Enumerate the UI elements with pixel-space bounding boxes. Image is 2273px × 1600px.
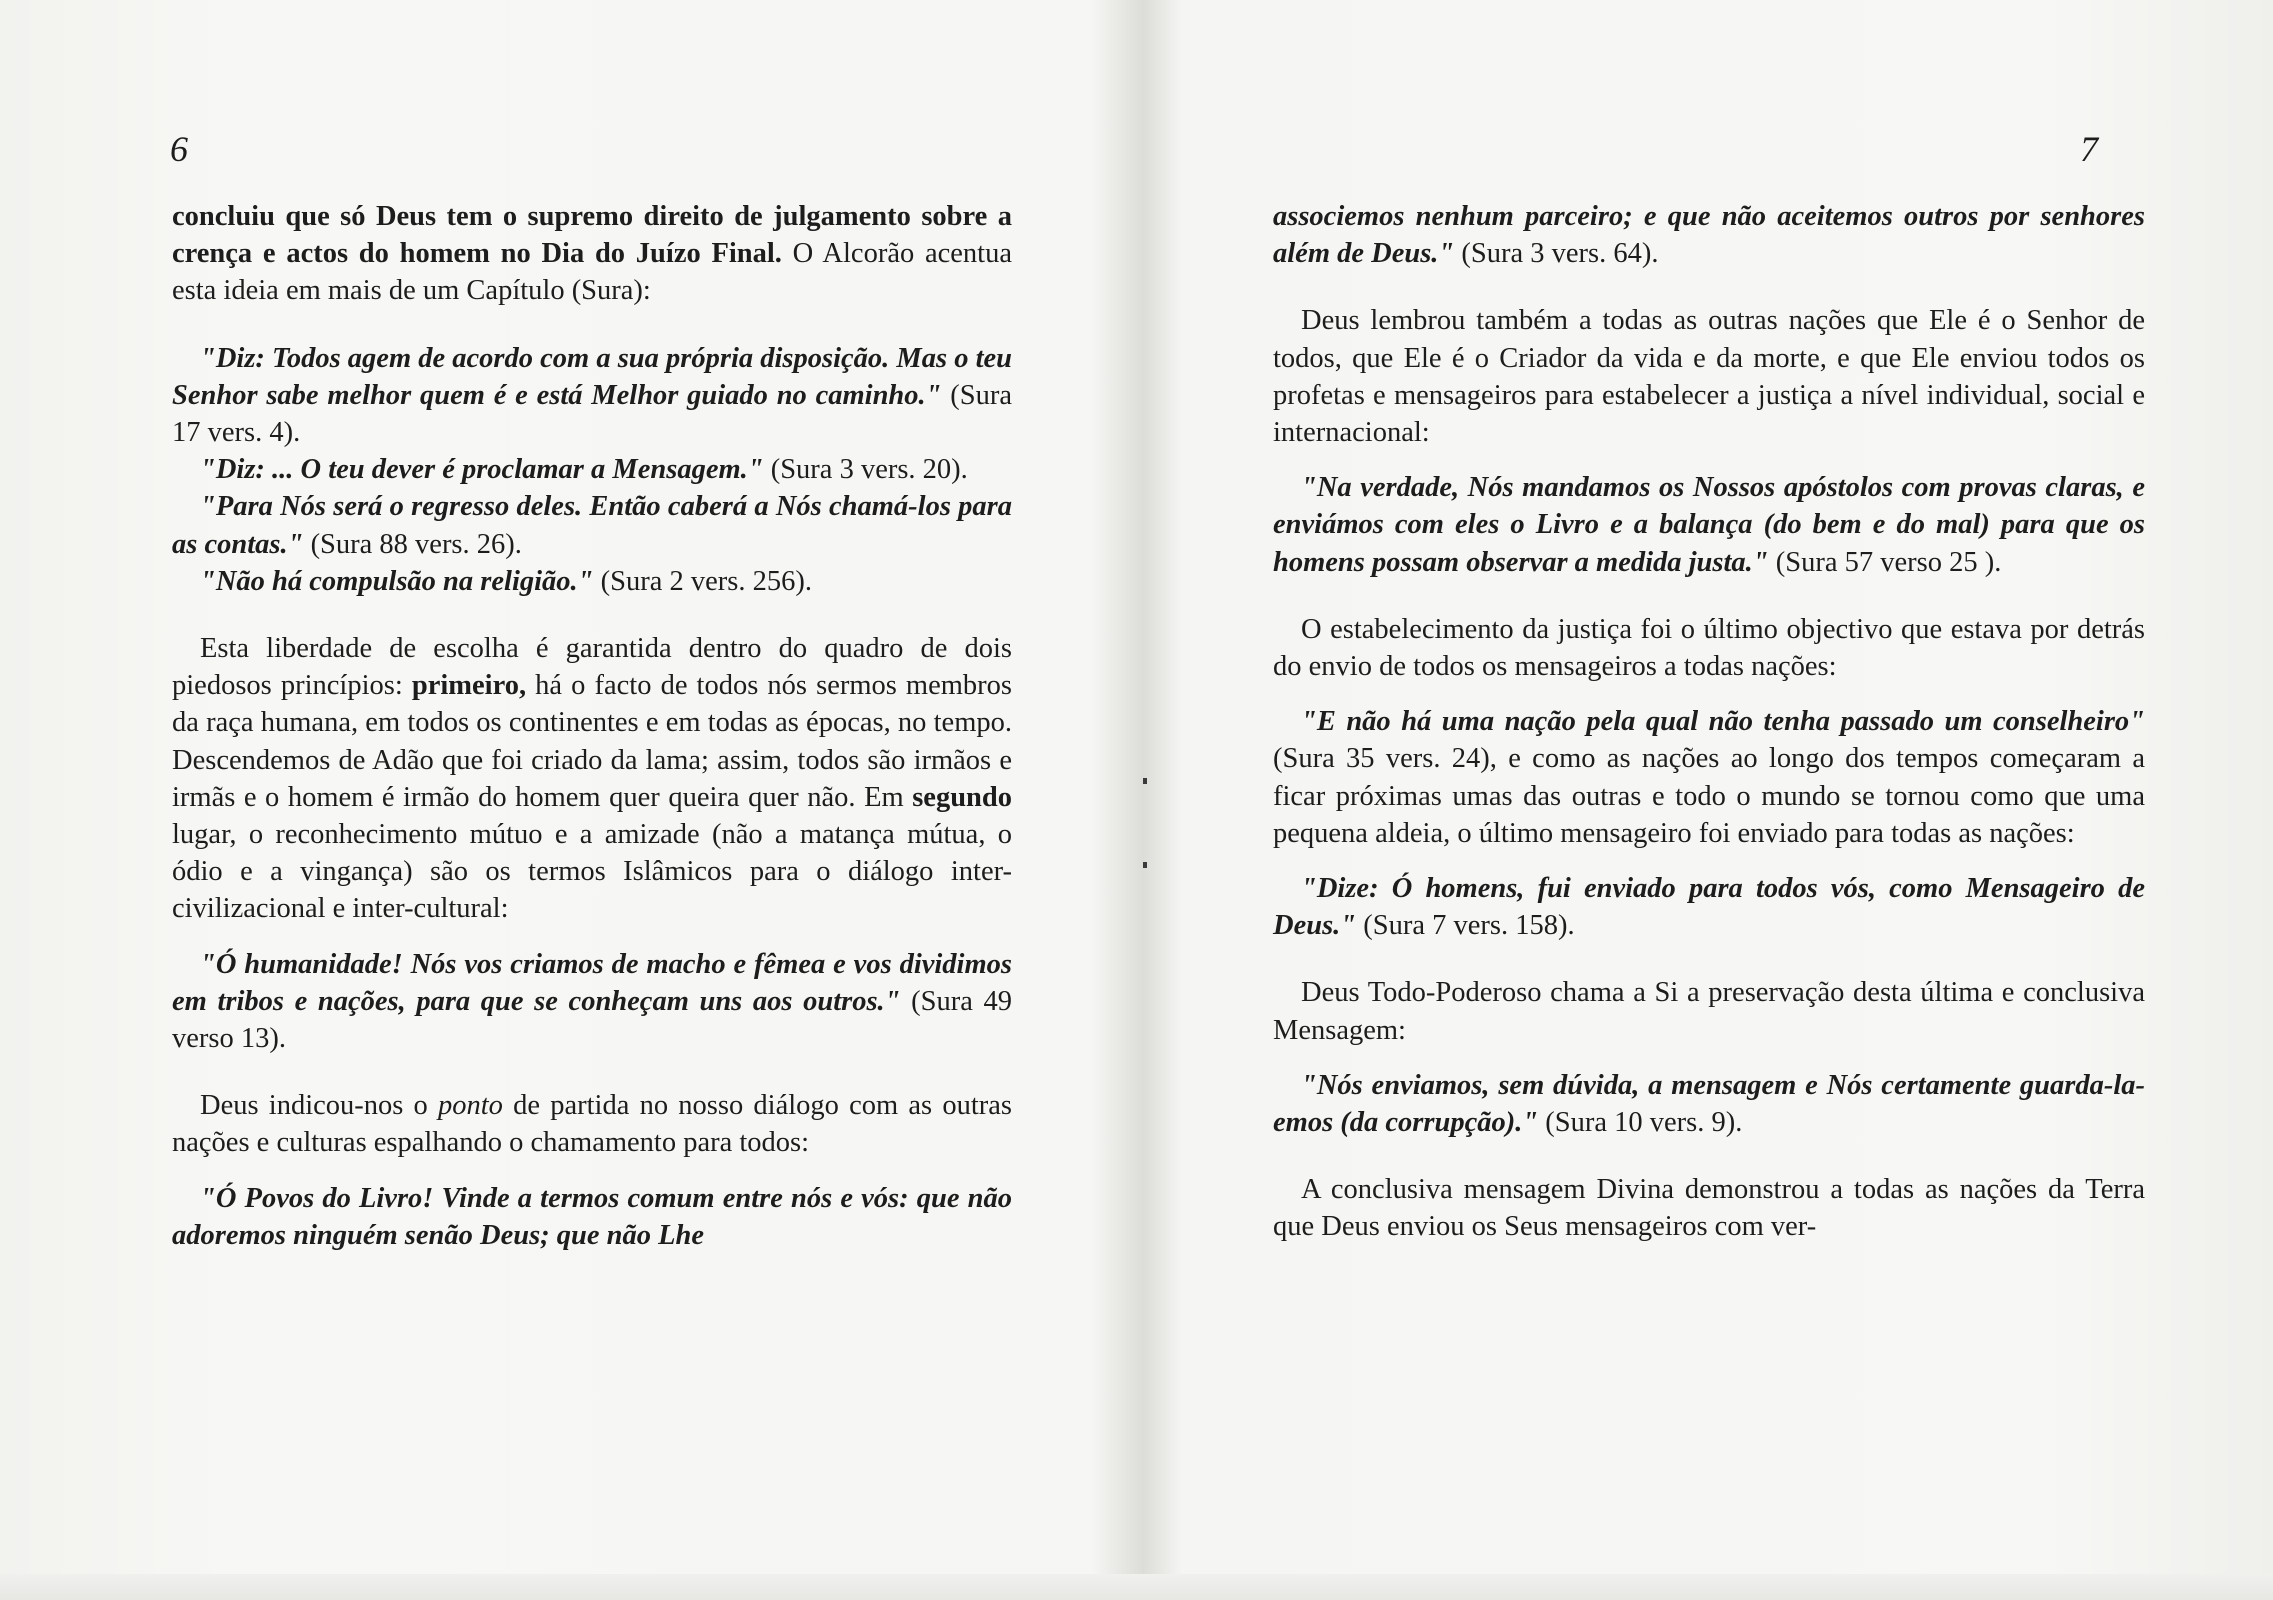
quote-text: "Para Nós será o regresso deles. Então caberá a Nós chamá-los para as contas." <box>172 491 1012 560</box>
quote-reference: (Sura 49 verso 13). <box>172 985 1012 1055</box>
body-text: Deus lembrou também a todas as outras nações que Ele é o Senhor de todos, que Ele é o Criador da vida e da morte, e que Ele enviou todos os profetas e mensageiros para estabelecer a justiça a nível individual, social e internacional: <box>1273 305 2145 449</box>
quote-text: associemos nenhum parceiro; e que não aceitemos outros por senhores além de Deus." <box>1273 201 2145 270</box>
italic-text: ponto <box>438 1090 503 1122</box>
quote-paragraph <box>1273 870 2145 944</box>
quote-paragraph <box>1273 198 2145 272</box>
paragraph <box>1273 611 2145 685</box>
quote-reference: (Sura 7 vers. 158). <box>1356 910 1575 942</box>
quote-paragraph <box>172 340 1012 452</box>
page-text <box>1273 198 2145 1246</box>
quote-paragraph <box>1273 1067 2145 1141</box>
paragraph <box>1273 1171 2145 1245</box>
body-text: Deus Todo-Poderoso chama a Si a preservação desta última e conclusiva Mensagem: <box>1273 977 2145 1046</box>
body-text: O estabelecimento da justiça foi o último objectivo que estava por detrás do envio de todos os mensageiros a todas nações: <box>1273 613 2145 683</box>
body-text: de partida no nosso diálogo com as outras nações e culturas espalhando o chamamento para todos: <box>172 1090 1012 1159</box>
quote-text: "Ó humanidade! Nós vos criamos de macho e fêmea e vos dividimos em tribos e nações, para que se conheçam uns aos outros." <box>172 948 1012 1017</box>
paragraph <box>172 630 1012 928</box>
quote-text: "Diz: ... O teu dever é proclamar a Mensagem." <box>200 454 764 486</box>
bold-text: segundo <box>912 781 1012 813</box>
quote-paragraph <box>172 563 1012 600</box>
quote-reference: (Sura 35 vers. 24), e como as nações ao longo dos tempos começaram a ficar próximas umas das outras e todo o mundo se tornou como que uma pequena aldeia, o último mensageiro foi enviado para todas as nações: <box>1273 743 2145 849</box>
page-bottom-edge <box>0 1574 2273 1600</box>
body-text: lugar, o reconhecimento mútuo e a amizade (não a matança mútua, o ódio e a vingança) são os termos Islâmicos para o diálogo inter-civilizacional e inter-cultural: <box>172 819 1012 925</box>
quote-text: "Dize: Ó homens, fui enviado para todos vós, como Mensageiro de Deus." <box>1273 873 2145 942</box>
body-text: há o facto de todos nós sermos membros da raça humana, em todos os continentes e em todas as épocas, no tempo. Descendemos de Adão que foi criado da lama; assim, todos são irmãos e irmãs e o homem é irmão do homem quer queira quer não. Em <box>172 670 1012 813</box>
quote-text: "Na verdade, Nós mandamos os Nossos apóstolos com provas claras, e enviámos com eles o Livro e a balança (do bem e do mal) para que os homens possam observar a medida justa." <box>1273 472 2145 578</box>
quote-reference: (Sura 88 vers. 26). <box>303 528 522 560</box>
body-text: Esta liberdade de escolha é garantida dentro do quadro de dois piedosos princípios: <box>172 633 1012 702</box>
quote-paragraph <box>172 946 1012 1058</box>
quote-reference: (Sura 3 vers. 20). <box>763 454 968 486</box>
quote-paragraph <box>1273 469 2145 581</box>
quote-text: "Não há compulsão na religião." <box>200 565 594 597</box>
page-text <box>172 198 1012 1254</box>
bold-text: primeiro, <box>411 670 527 702</box>
page-number: 7 <box>2080 129 2098 169</box>
quote-text: "Nós enviamos, sem dúvida, a mensagem e Nós certamente guarda-la-emos (da corrupção)." <box>1273 1069 2145 1139</box>
body-text: A conclusiva mensagem Divina demonstrou a todas as nações da Terra que Deus enviou os Seus mensageiros com ver- <box>1273 1174 2145 1243</box>
paragraph <box>1273 974 2145 1048</box>
quote-text: "Ó Povos do Livro! Vinde a termos comum entre nós e vós: que não adoremos ninguém senão Deus; que não Lhe <box>172 1182 1012 1251</box>
quote-paragraph <box>172 1180 1012 1254</box>
quote-reference: (Sura 3 vers. 64). <box>1454 238 1659 270</box>
paragraph <box>1273 302 2145 451</box>
bold-text: concluiu que só Deus tem o supremo direito de julgamento sobre a crença e actos do homem no Dia do Juízo Final. <box>172 201 1012 270</box>
quote-paragraph <box>172 488 1012 562</box>
quote-reference: (Sura 2 vers. 256). <box>593 565 812 597</box>
quote-reference: (Sura 17 vers. 4). <box>172 379 1012 449</box>
paragraph <box>172 1087 1012 1161</box>
body-text: O Alcorão acentua esta ideia em mais de um Capítulo (Sura): <box>172 238 1012 307</box>
page-number: 6 <box>170 129 188 169</box>
quote-paragraph <box>1273 703 2145 852</box>
quote-text: "E não há uma nação pela qual não tenha passado um conselheiro" <box>1301 706 2145 738</box>
body-text: Deus indicou-nos o <box>200 1090 439 1122</box>
quote-reference: (Sura 10 vers. 9). <box>1538 1107 1743 1139</box>
right-page <box>1145 0 2273 1600</box>
quote-paragraph <box>172 451 1012 488</box>
quote-reference: (Sura 57 verso 25 ). <box>1768 546 2002 578</box>
quote-text: "Diz: Todos agem de acordo com a sua própria disposição. Mas o teu Senhor sabe melhor quem é e está Melhor guiado no caminho." <box>172 342 1012 411</box>
paragraph <box>172 198 1012 310</box>
